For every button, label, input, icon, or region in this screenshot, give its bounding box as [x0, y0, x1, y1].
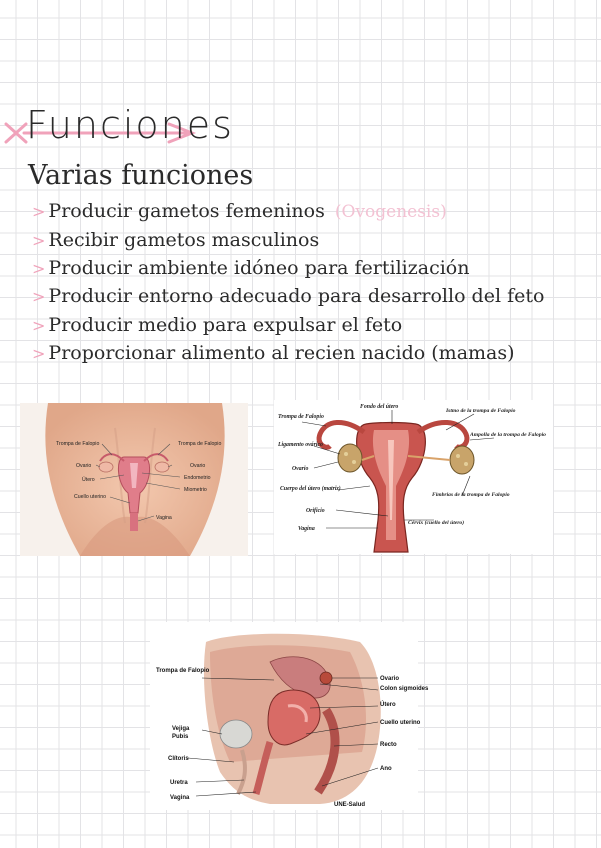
label-cuello: Cuello uterino [380, 720, 421, 726]
label-ovario-izq: Ovario [76, 463, 92, 469]
label-cuello-uterino: Cuello uterino [74, 494, 107, 500]
list-item-text: Producir ambiente idóneo para fertilización [48, 257, 470, 279]
bullet-arrow-icon: > [32, 231, 46, 250]
figure-frontal-reproductive-system [20, 403, 248, 556]
bullet-arrow-icon: > [32, 316, 46, 335]
label-ovario: Ovario [292, 466, 309, 472]
label-fondo-utero: Fondo del útero [360, 404, 399, 410]
figure-sagittal-section [150, 622, 429, 810]
credit-une-salud: UNE-Salud [334, 802, 366, 808]
figure-uterus-diagram [274, 400, 553, 554]
label-fimbrias: Fimbrias de la trompa de Falopio [432, 492, 510, 498]
label-orificio: Orificio [306, 508, 325, 514]
list-item-text: Recibir gametos masculinos [48, 229, 320, 251]
bullet-arrow-icon: > [32, 259, 46, 278]
label-trompa-falopio: Trompa de Falopio [278, 414, 324, 420]
bullet-arrow-icon: > [32, 287, 46, 306]
label-clitoris: Clítoris [168, 756, 189, 762]
label-vagina: Vagina [298, 526, 315, 532]
label-ovario: Ovario [380, 676, 400, 682]
sagittal-anatomy-illustration [150, 622, 429, 810]
label-vejiga: Vejiga [172, 726, 190, 732]
list-item-text: Proporcionar alimento al recien nacido (mamas) [48, 342, 515, 364]
section-subtitle: Varias funciones [28, 160, 254, 191]
label-endometrio: Endometrio [184, 475, 211, 481]
label-cuerpo-utero: Cuerpo del útero (matriz) [280, 486, 341, 492]
label-miometrio: Miometrio [184, 487, 207, 493]
label-trompa-der: Trompa de Falopio [178, 441, 222, 447]
frontal-anatomy-illustration [20, 403, 248, 556]
label-pubis: Pubis [172, 734, 189, 740]
list-item [32, 200, 447, 222]
label-istmo: Istmo de la trompa de Falopio [446, 408, 516, 414]
list-item [32, 229, 319, 251]
label-utero: Útero [380, 702, 396, 708]
label-recto: Recto [380, 742, 397, 748]
list-item [32, 257, 469, 279]
label-ano: Ano [380, 766, 392, 772]
label-ovario-der: Ovario [190, 463, 206, 469]
label-trompa: Trompa de Falopio [156, 668, 210, 674]
label-uretra: Uretra [170, 780, 188, 786]
label-cervix: Cérvix (cuello del útero) [408, 520, 465, 526]
label-vagina: Vagina [170, 795, 190, 801]
label-ligamento-ovarico: Ligamento ovárico [278, 442, 323, 448]
label-trompa-izq: Trompa de Falopio [56, 441, 100, 447]
list-item [32, 285, 544, 307]
bullet-arrow-icon: > [32, 202, 46, 221]
list-item-text: Producir gametos femeninos [48, 200, 325, 222]
label-ampolla: Ampolla de la trompa de Falopio [470, 432, 546, 438]
list-item [32, 314, 402, 336]
list-item-text: Producir medio para expulsar el feto [48, 314, 403, 336]
label-vagina: Vagina [156, 515, 172, 521]
bullet-arrow-icon: > [32, 344, 46, 363]
list-item-note: (Ovogenesis) [334, 202, 447, 222]
label-colon: Colon sigmoides [380, 686, 429, 692]
page-title: Funciones [26, 103, 234, 147]
list-item [32, 342, 515, 364]
uterus-anatomy-illustration [274, 400, 553, 554]
list-item-text: Producir entorno adecuado para desarrollo del feto [48, 285, 545, 307]
label-utero: Útero [82, 477, 95, 483]
